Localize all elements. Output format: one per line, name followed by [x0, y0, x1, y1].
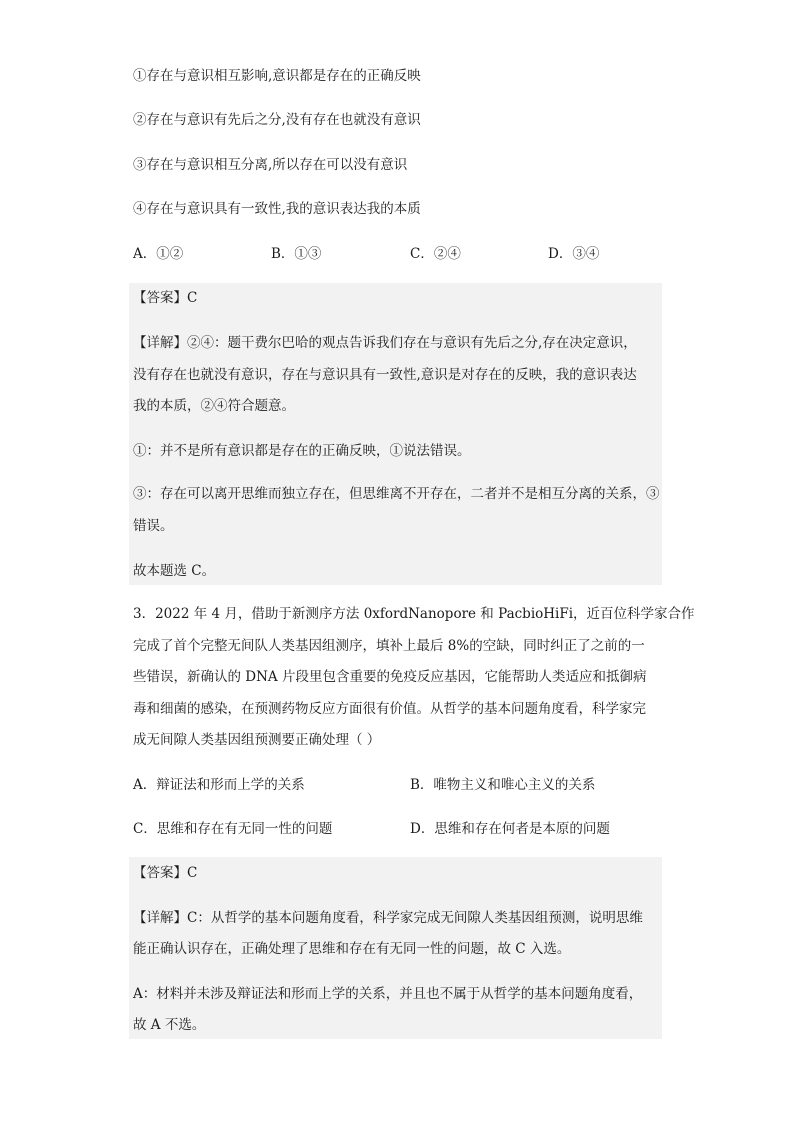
q3-option-c: C．思维和存在有无同一性的问题: [133, 821, 333, 837]
q2-conclusion: 故本题选 C。: [133, 563, 216, 579]
q2-statement-4: ④存在与意识具有一致性,我的意识表达我的本质: [133, 201, 421, 217]
q2-note-3-line-1: ③：存在可以离开思维而独立存在，但思维离不开存在，二者并不是相互分离的关系，③: [133, 486, 660, 502]
q2-option-a: A．①②: [133, 246, 184, 262]
q2-detail-line-2: 没有存在也就没有意识，存在与意识具有一致性,意识是对存在的反映，我的意识表达: [133, 367, 637, 383]
q2-note-1: ①：并不是所有意识都是存在的正确反映，①说法错误。: [133, 443, 471, 459]
q3-stem-line-3: 些错误，新确认的 DNA 片段里包含重要的免疫反应基因，它能帮助人类适应和抵御病: [133, 669, 647, 685]
q2-detail-line-1: 【详解】②④：题干费尔巴哈的观点告诉我们存在与意识有先后之分,存在决定意识，: [133, 335, 637, 351]
q3-option-b: B．唯物主义和唯心主义的关系: [410, 777, 596, 793]
q2-note-3-line-2: 错误。: [133, 518, 174, 534]
q3-stem-line-5: 成无间隙人类基因组预测要正确处理（ ）: [133, 732, 381, 748]
q3-stem-line-4: 毒和细菌的感染，在预测药物反应方面很有价值。从哲学的基本问题角度看，科学家完: [133, 701, 646, 717]
q2-statement-3: ③存在与意识相互分离,所以存在可以没有意识: [133, 157, 408, 173]
q2-option-d: D．③④: [548, 246, 600, 262]
q3-note-a-line-1: A：材料并未涉及辩证法和形而上学的关系，并且也不属于从哲学的基本问题角度看，: [133, 986, 643, 1002]
q3-stem-line-2: 完成了首个完整无间队人类基因组测序，填补上最后 8%的空缺，同时纠正了之前的一: [133, 638, 645, 654]
q3-stem-line-1: 3．2022 年 4 月，借助于新测序方法 0xfordNanopore 和 PacbioHiFi，近百位科学家合作: [133, 606, 695, 622]
q3-detail-line-2: 能正确认识存在，正确处理了思维和存在有无同一性的问题，故 C 入选。: [133, 941, 571, 957]
q2-option-b: B．①③: [271, 246, 322, 262]
q2-detail-line-3: 我的本质，②④符合题意。: [133, 398, 295, 414]
q2-option-c: C．②④: [410, 246, 461, 262]
q3-option-d: D．思维和存在何者是本原的问题: [410, 821, 610, 837]
q3-answer: 【答案】C: [133, 865, 198, 881]
q2-answer-block: [129, 283, 662, 585]
q3-option-a: A．辩证法和形而上学的关系: [133, 777, 305, 793]
q2-answer: 【答案】C: [133, 290, 198, 306]
q2-statement-1: ①存在与意识相互影响,意识都是存在的正确反映: [133, 68, 421, 84]
q2-statement-2: ②存在与意识有先后之分,没有存在也就没有意识: [133, 112, 421, 128]
q3-detail-line-1: 【详解】C：从哲学的基本问题角度看，科学家完成无间隙人类基因组预测，说明思维: [133, 910, 643, 926]
q3-note-a-line-2: 故 A 不选。: [133, 1017, 206, 1033]
